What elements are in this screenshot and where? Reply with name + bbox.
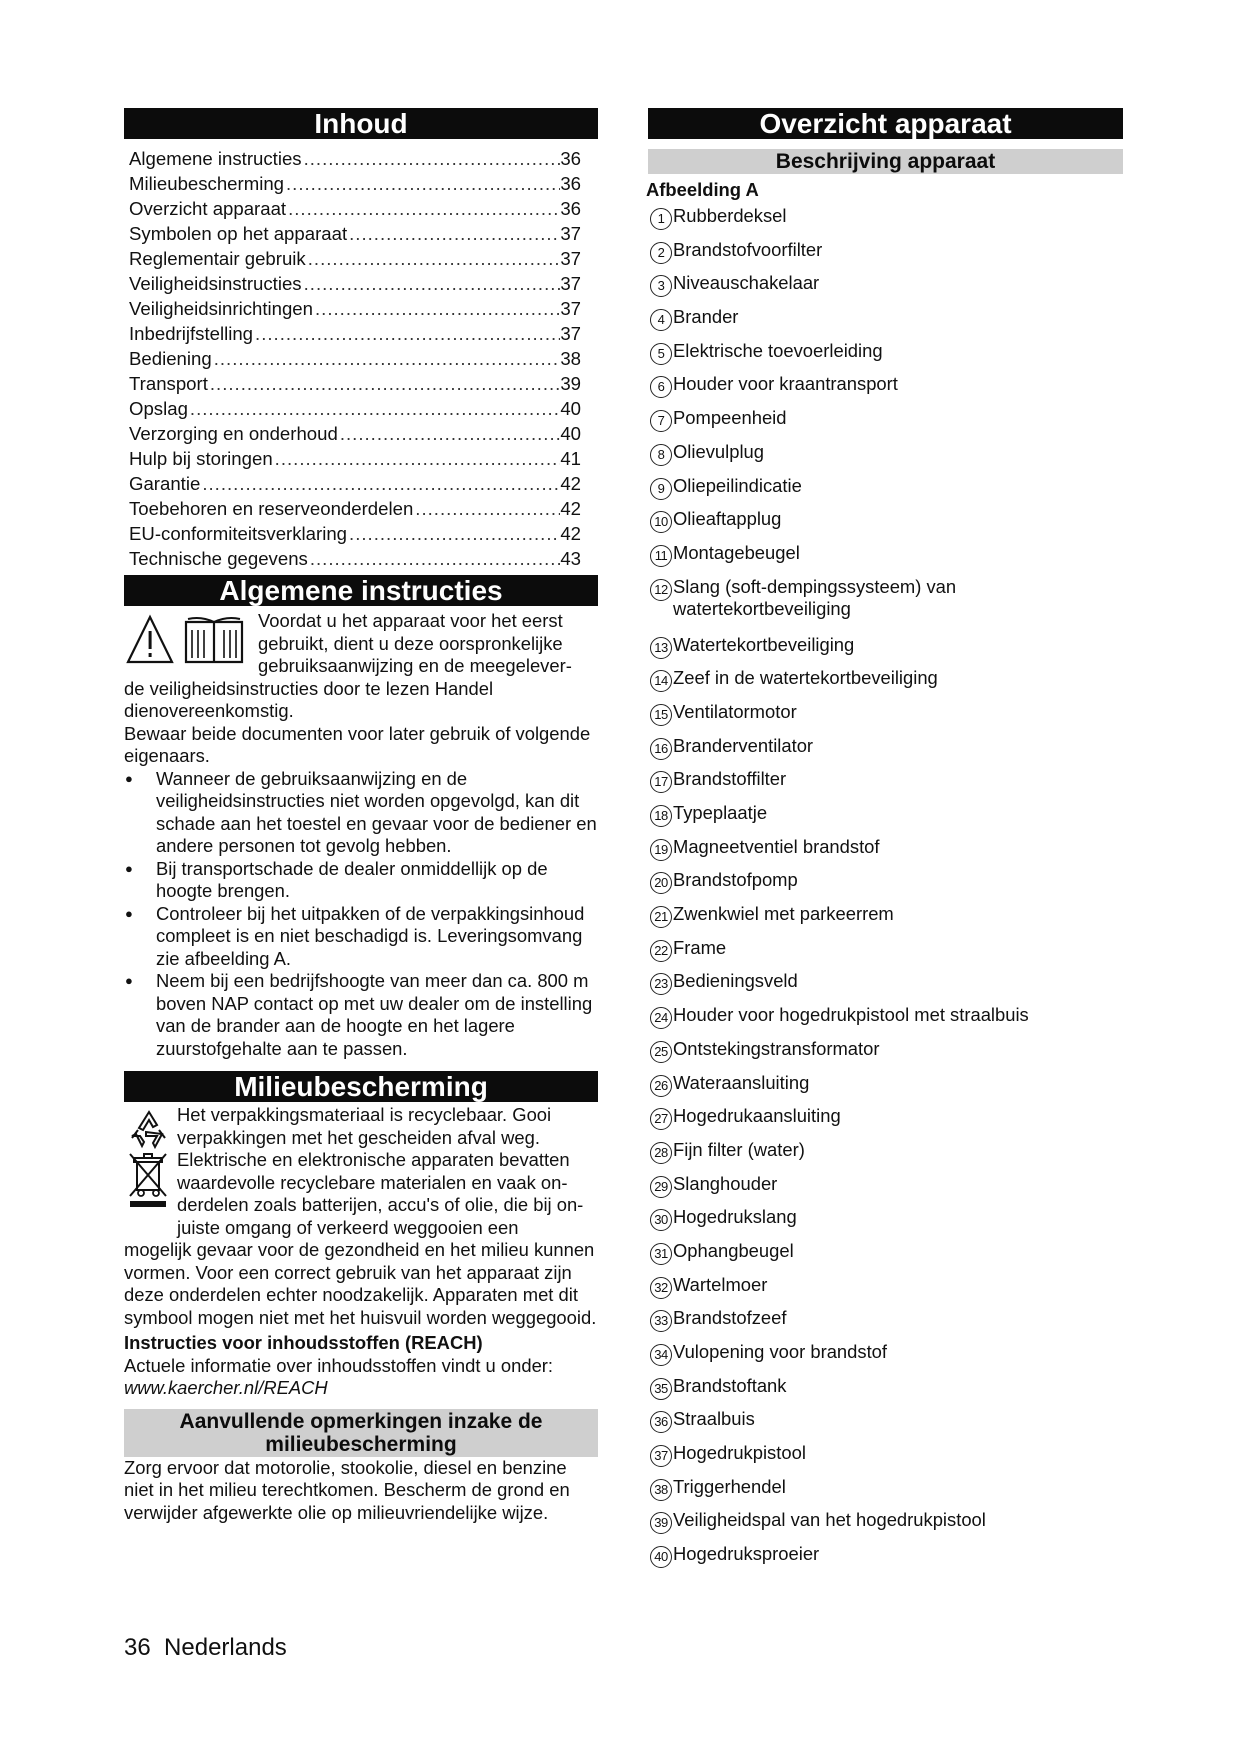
part-item: [648, 441, 1123, 475]
part-label: Wartelmoer: [673, 1273, 768, 1295]
toc-entry-page: 37: [560, 273, 581, 294]
part-item: [648, 768, 1123, 802]
part-item: [648, 836, 1123, 870]
part-label: Hogedruksproeier: [673, 1543, 820, 1565]
toc-entry[interactable]: [129, 221, 581, 246]
description-header: Beschrijving apparaat: [648, 149, 1123, 174]
part-label: Houder voor kraantransport: [673, 373, 898, 395]
toc-dot-leader: [253, 321, 560, 346]
extra-title-line-1: Aanvullende opmerkingen inzake de: [179, 1409, 543, 1433]
crossed-bin-icon: [128, 1152, 168, 1208]
intro-rest: de veiligheidsinstructies door te lezen Handel dienovereenkomstig.: [124, 677, 494, 721]
toc-entry-page: 38: [560, 348, 581, 369]
packaging-line-2: verpakkingen met het gescheiden afval weg.: [177, 1126, 540, 1148]
part-label: Olieaftapplug: [673, 508, 782, 530]
toc-dot-leader: [338, 421, 560, 446]
part-item: [648, 1274, 1123, 1308]
electronics-line-2: waardevolle recyclebare materialen en vaak on-: [177, 1171, 568, 1193]
part-label: Hogedrukaansluiting: [673, 1105, 841, 1127]
general-intro: [124, 610, 598, 1060]
toc-dot-leader: [284, 171, 560, 196]
part-label: Zeef in de watertekortbeveiliging: [673, 667, 938, 689]
reach-url[interactable]: [124, 1377, 598, 1400]
part-number-badge: 4: [650, 309, 672, 331]
part-label: Brandstoftank: [673, 1374, 787, 1396]
toc-header: Inhoud: [124, 108, 598, 139]
extra-environment-header: [124, 1409, 598, 1457]
toc-dot-leader: [347, 221, 560, 246]
toc-entry-label: Toebehoren en reserveonderdelen: [129, 498, 414, 519]
electronics-rest: mogelijk gevaar voor de gezondheid en het milieu kunnen vormen. Voor een correct gebruik van het apparaat zijn deze onderdelen echter noodzakelijk. Apparaten met dit symbool mogen niet met het huisvuil worden weggegooid.: [124, 1239, 597, 1328]
page-number: 36: [124, 1634, 151, 1661]
toc-dot-leader: [212, 346, 561, 371]
part-label: Frame: [673, 936, 727, 958]
toc-entry-label: Algemene instructies: [129, 148, 302, 169]
left-column: [124, 108, 598, 1524]
part-number-badge: 14: [650, 670, 672, 692]
part-label: Pompeenheid: [673, 407, 787, 429]
part-label: Straalbuis: [673, 1408, 755, 1430]
electronics-line-3: derdelen zoals batterijen, accu's of olie, die bij on-: [177, 1194, 584, 1215]
part-label: Vulopening voor brandstof: [673, 1341, 888, 1362]
toc-dot-leader: [302, 271, 561, 296]
part-number-badge: 36: [650, 1411, 672, 1433]
toc-entry[interactable]: [129, 421, 581, 446]
part-item: [648, 542, 1123, 576]
part-item: [648, 475, 1123, 509]
part-item: [648, 634, 1123, 668]
part-number-badge: 21: [650, 906, 672, 928]
part-number-badge: 16: [650, 738, 672, 760]
part-label: Brandstoffilter: [673, 768, 787, 790]
toc-entry-page: 41: [560, 448, 581, 469]
part-number-badge: 19: [650, 839, 672, 861]
toc-entry[interactable]: [129, 371, 581, 396]
part-number-badge: 27: [650, 1108, 672, 1130]
part-label: Wateraansluiting: [673, 1071, 810, 1093]
part-item: [648, 1509, 1123, 1543]
part-item: [648, 306, 1123, 340]
part-number-badge: 6: [650, 376, 672, 398]
bullet-item: ● Controleer bij het uitpakken of de verpakkingsinhoud compleet is en niet beschadigd is. Leveringsomvang zie afbeelding A.: [124, 903, 598, 971]
part-label: Slanghouder: [673, 1172, 778, 1194]
toc-entry[interactable]: [129, 146, 581, 171]
part-item: [648, 1004, 1123, 1038]
part-number-badge: 1: [650, 208, 672, 230]
environment-header: Milieubescherming: [124, 1071, 598, 1102]
toc-entry[interactable]: [129, 271, 581, 296]
part-item: [648, 373, 1123, 407]
toc-dot-leader: [313, 296, 560, 321]
toc-entry-label: Reglementair gebruik: [129, 248, 306, 269]
packaging-line-1: Het verpakkingsmateriaal is recyclebaar. Gooi: [177, 1104, 552, 1125]
part-number-badge: 40: [650, 1546, 672, 1568]
toc-entry-page: 42: [560, 523, 581, 544]
toc-entry-label: Opslag: [129, 398, 188, 419]
part-item: [648, 667, 1123, 701]
part-item: [648, 869, 1123, 903]
part-number-badge: 37: [650, 1445, 672, 1467]
general-bullets: [124, 768, 598, 1061]
part-number-badge: 23: [650, 973, 672, 995]
part-label: Brandstofvoorfilter: [673, 238, 823, 260]
part-number-badge: 25: [650, 1041, 672, 1063]
overview-header: Overzicht apparaat: [648, 108, 1123, 139]
part-number-badge: 20: [650, 872, 672, 894]
part-label: Branderventilator: [673, 734, 814, 756]
toc-entry-page: 37: [560, 223, 581, 244]
part-label: Ontstekingstransformator: [673, 1037, 880, 1059]
part-item: [648, 239, 1123, 273]
footer-language: Nederlands: [164, 1634, 287, 1661]
toc-entry-page: 37: [560, 298, 581, 319]
part-item: [648, 1341, 1123, 1375]
toc-entry-label: Veiligheidsinrichtingen: [129, 298, 313, 319]
extra-title-line-2: milieubescherming: [265, 1432, 457, 1456]
toc-entry-page: 40: [560, 423, 581, 444]
toc-entry[interactable]: [129, 396, 581, 421]
part-number-badge: 5: [650, 343, 672, 365]
part-number-badge: 22: [650, 940, 672, 962]
part-number-badge: 17: [650, 771, 672, 793]
part-label: Montagebeugel: [673, 541, 800, 563]
part-number-badge: 9: [650, 478, 672, 500]
part-label: Houder voor hogedrukpistool met straalbuis: [673, 1004, 1029, 1026]
part-item: [648, 1038, 1123, 1072]
bullet-item: ● Wanneer de gebruiksaanwijzing en de veiligheidsinstructies niet worden opgevolgd, kan dit schade aan het toestel en gevaar voor de bediener en andere personen tot gevolg hebben.: [124, 768, 598, 858]
part-item: [648, 272, 1123, 306]
parts-list: [648, 205, 1123, 1577]
part-label: Slang (soft-dempingssysteem) van watertekortbeveiliging: [673, 575, 957, 619]
part-number-badge: 31: [650, 1243, 672, 1265]
part-label: Magneetventiel brandstof: [673, 835, 880, 857]
intro-line-3: gebruiksaanwijzing en de meegelever-: [258, 655, 572, 676]
part-number-badge: 30: [650, 1209, 672, 1231]
part-number-badge: 24: [650, 1007, 672, 1029]
toc-entry-label: EU-conformiteitsverklaring: [129, 523, 348, 544]
toc-entry-label: Bediening: [129, 348, 212, 369]
part-item: [648, 407, 1123, 441]
toc-entry-page: 36: [560, 173, 581, 194]
part-item: [648, 576, 1123, 634]
toc-entry-label: Veiligheidsinstructies: [129, 273, 302, 294]
page-footer: [124, 1634, 287, 1662]
part-item: [648, 1072, 1123, 1106]
part-label: Typeplaatje: [673, 802, 768, 823]
toc-entry-label: Transport: [129, 373, 208, 394]
part-item: [648, 1408, 1123, 1442]
part-item: [648, 735, 1123, 769]
part-item: [648, 1442, 1123, 1476]
part-number-badge: 32: [650, 1277, 672, 1299]
part-number-badge: 11: [650, 545, 672, 567]
part-item: [648, 1105, 1123, 1139]
part-item: [648, 1375, 1123, 1409]
environment-section: [124, 1104, 598, 1400]
keep-documents: Bewaar beide documenten voor later gebruik of volgende eigenaars.: [124, 722, 591, 766]
warning-manual-icon: [126, 614, 250, 666]
part-item: [648, 1206, 1123, 1240]
part-number-badge: 35: [650, 1378, 672, 1400]
part-number-badge: 29: [650, 1176, 672, 1198]
toc-entry[interactable]: [129, 321, 581, 346]
part-number-badge: 8: [650, 444, 672, 466]
toc-dot-leader: [302, 146, 561, 171]
part-label: Zwenkwiel met parkeerrem: [673, 903, 894, 925]
general-instructions-header: Algemene instructies: [124, 575, 598, 606]
part-number-badge: 3: [650, 275, 672, 297]
toc-dot-leader: [306, 246, 561, 271]
part-label: Olievulplug: [673, 440, 764, 462]
toc-entry[interactable]: [129, 246, 581, 271]
toc-list: [129, 146, 581, 571]
toc-dot-leader: [413, 496, 560, 521]
part-number-badge: 18: [650, 805, 672, 827]
part-number-badge: 28: [650, 1142, 672, 1164]
toc-entry-label: Hulp bij storingen: [129, 448, 273, 469]
part-number-badge: 33: [650, 1310, 672, 1332]
part-item: [648, 1139, 1123, 1173]
part-label: Fijn filter (water): [673, 1138, 805, 1160]
toc-entry[interactable]: [129, 496, 581, 521]
part-number-badge: 10: [650, 511, 672, 533]
intro-line-2: gebruikt, dient u deze oorspronkelijke: [258, 632, 563, 654]
toc-entry-page: 42: [560, 498, 581, 519]
part-number-badge: 12: [650, 579, 672, 601]
toc-dot-leader: [347, 521, 560, 546]
toc-dot-leader: [308, 546, 560, 571]
part-number-badge: 7: [650, 410, 672, 432]
toc-entry[interactable]: [129, 446, 581, 471]
part-label: Niveauschakelaar: [673, 272, 820, 294]
part-label: Bedieningsveld: [673, 970, 798, 992]
toc-entry-page: 42: [560, 473, 581, 494]
part-label: Triggerhendel: [673, 1475, 786, 1497]
toc-entry[interactable]: [129, 471, 581, 496]
part-item: [648, 508, 1123, 542]
part-number-badge: 13: [650, 637, 672, 659]
part-item: [648, 1543, 1123, 1577]
toc-entry-label: Garantie: [129, 473, 201, 494]
part-label: Ophangbeugel: [673, 1239, 794, 1261]
part-number-badge: 34: [650, 1344, 672, 1366]
part-label: Watertekortbeveiliging: [673, 633, 855, 655]
toc-entry[interactable]: [129, 196, 581, 221]
part-number-badge: 38: [650, 1479, 672, 1501]
part-item: [648, 903, 1123, 937]
reach-url-text[interactable]: www.kaercher.nl/REACH: [124, 1377, 328, 1398]
part-number-badge: 26: [650, 1075, 672, 1097]
toc-entry-page: 40: [560, 398, 581, 419]
toc-entry[interactable]: [129, 171, 581, 196]
toc-entry-page: 36: [560, 148, 581, 169]
part-item: [648, 1173, 1123, 1207]
part-item: [648, 970, 1123, 1004]
part-label: Hogedrukpistool: [673, 1442, 806, 1464]
toc-dot-leader: [273, 446, 561, 471]
part-item: [648, 340, 1123, 374]
reach-title-text: Instructies voor inhoudsstoffen (REACH): [124, 1332, 483, 1353]
toc-entry-label: Overzicht apparaat: [129, 198, 287, 219]
reach-title: [124, 1332, 598, 1355]
toc-entry-page: 37: [560, 248, 581, 269]
part-item: [648, 701, 1123, 735]
extra-environment-text: Zorg ervoor dat motorolie, stookolie, diesel en benzine niet in het milieu terechtkomen. Bescherm de grond en verwijder afgewerkte olie op milieuvriendelijke wijze.: [124, 1456, 570, 1523]
toc-entry-label: Verzorging en onderhoud: [129, 423, 338, 444]
toc-entry-label: Inbedrijfstelling: [129, 323, 254, 344]
part-item: [648, 1307, 1123, 1341]
toc-entry-label: Milieubescherming: [129, 173, 285, 194]
toc-entry-page: 37: [560, 323, 581, 344]
toc-entry-label: Symbolen op het apparaat: [129, 223, 348, 244]
part-label: Brander: [673, 306, 739, 328]
figure-caption: Afbeelding A: [646, 179, 759, 200]
electronics-line-4: juiste omgang of verkeerd weggooien een: [177, 1216, 519, 1238]
part-label: Veiligheidspal van het hogedrukpistool: [673, 1509, 986, 1531]
part-label: Ventilatormotor: [673, 700, 797, 722]
part-label: Elektrische toevoerleiding: [673, 339, 883, 361]
bullet-item: ● Bij transportschade de dealer onmiddellijk op de hoogte brengen.: [124, 858, 598, 903]
part-item: [648, 205, 1123, 239]
right-column: [648, 108, 1123, 1577]
electronics-line-1: Elektrische en elektronische apparaten bevatten: [177, 1149, 570, 1170]
bullet-item: ● Neem bij een bedrijfshoogte van meer dan ca. 800 m boven NAP contact op met uw dealer om de instelling van de brander aan de hoogte en het lagere zuurstofgehalte aan te passen.: [124, 970, 598, 1060]
toc-entry[interactable]: [129, 546, 581, 571]
toc-dot-leader: [208, 371, 560, 396]
toc-entry-label: Technische gegevens: [129, 548, 308, 569]
part-label: Brandstofpomp: [673, 869, 798, 891]
part-item: [648, 937, 1123, 971]
toc-entry-page: 43: [560, 548, 581, 569]
recycle-icon: [128, 1108, 170, 1150]
part-item: [648, 1240, 1123, 1274]
part-label: Rubberdeksel: [673, 205, 787, 226]
toc-dot-leader: [286, 196, 560, 221]
part-number-badge: 39: [650, 1512, 672, 1534]
part-label: Brandstofzeef: [673, 1307, 787, 1329]
reach-text: Actuele informatie over inhoudsstoffen vindt u onder:: [124, 1354, 554, 1376]
toc-entry-page: 39: [560, 373, 581, 394]
toc-entry-page: 36: [560, 198, 581, 219]
part-number-badge: 15: [650, 704, 672, 726]
toc-entry[interactable]: [129, 521, 581, 546]
toc-dot-leader: [200, 471, 560, 496]
part-label: Oliepeilindicatie: [673, 474, 802, 496]
toc-entry[interactable]: [129, 346, 581, 371]
part-label: Hogedrukslang: [673, 1206, 797, 1228]
toc-entry[interactable]: [129, 296, 581, 321]
part-number-badge: 2: [650, 242, 672, 264]
part-item: [648, 802, 1123, 836]
intro-line-1: Voordat u het apparaat voor het eerst: [258, 610, 563, 631]
part-item: [648, 1476, 1123, 1510]
toc-dot-leader: [188, 396, 560, 421]
